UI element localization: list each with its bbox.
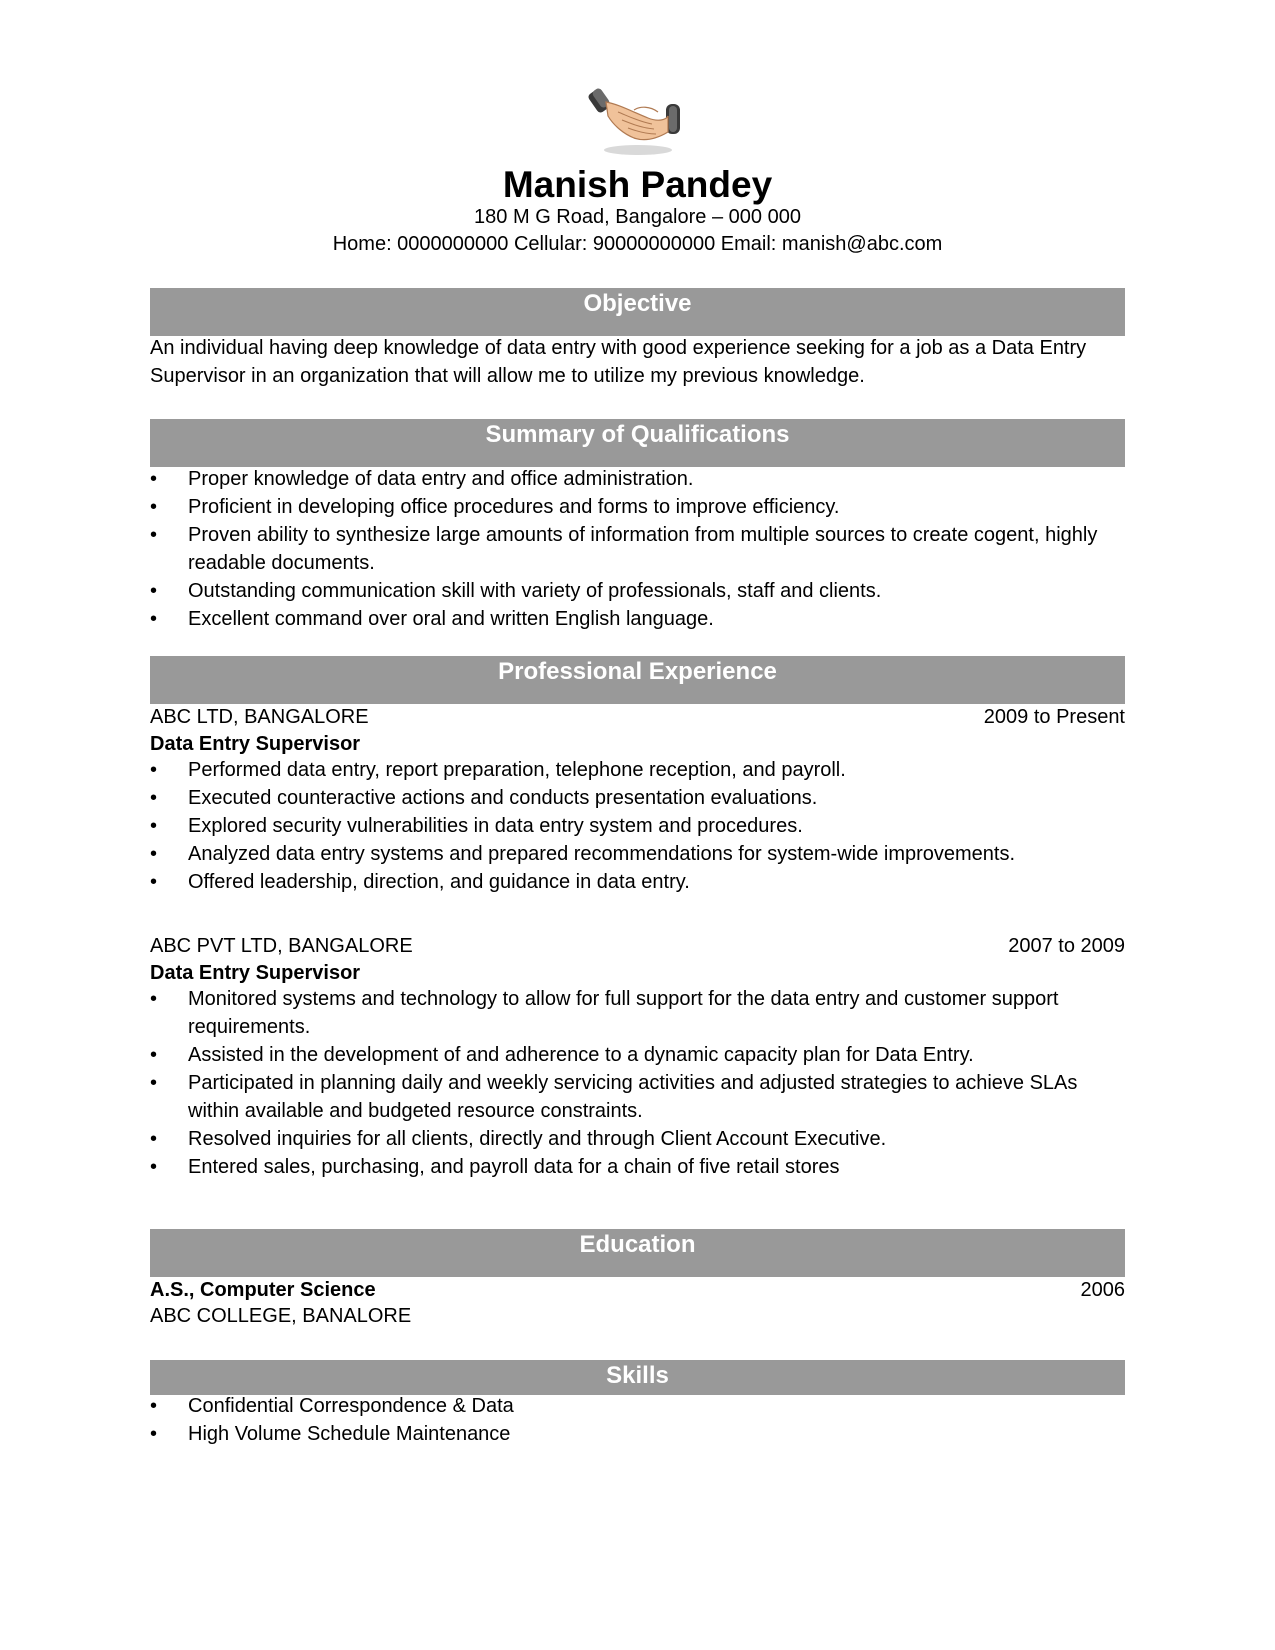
section-heading-experience: Professional Experience	[150, 656, 1125, 704]
graduation-year: 2006	[1080, 1279, 1125, 1301]
bullet-icon: •	[150, 787, 158, 809]
list-item: • Outstanding communication skill with variety of professionals, staff and clients.	[150, 577, 1125, 605]
job-title: Data Entry Supervisor	[150, 962, 361, 984]
list-item: • Assisted in the development of and adherence to a dynamic capacity plan for Data Entry.	[150, 1041, 1125, 1069]
section-heading-objective: Objective	[150, 288, 1125, 336]
bullet-icon: •	[150, 496, 158, 518]
bullet-icon: •	[150, 1423, 158, 1445]
list-item: • Proven ability to synthesize large amounts of information from multiple sources to create cogent, highly readable documents.	[150, 521, 1125, 577]
list-item: • Entered sales, purchasing, and payroll data for a chain of five retail stores	[150, 1153, 1125, 1181]
bullet-icon: •	[150, 1044, 158, 1066]
job-duties-list	[150, 756, 1125, 896]
list-item: • Resolved inquiries for all clients, directly and through Client Account Executive.	[150, 1125, 1125, 1153]
list-item: • Performed data entry, report preparation, telephone reception, and payroll.	[150, 756, 1125, 784]
company-name: ABC LTD, BANGALORE	[150, 706, 369, 728]
job-period: 2007 to 2009	[1008, 935, 1125, 957]
list-item: • Analyzed data entry systems and prepared recommendations for system-wide improvements.	[150, 840, 1125, 868]
bullet-icon: •	[150, 1128, 158, 1150]
bullet-icon: •	[150, 1395, 158, 1417]
bullet-icon: •	[150, 871, 158, 893]
handshake-icon	[588, 82, 688, 162]
degree-name: A.S., Computer Science	[150, 1279, 376, 1301]
section-heading-skills: Skills	[150, 1360, 1125, 1395]
list-item: • Proper knowledge of data entry and office administration.	[150, 465, 1125, 493]
bullet-icon: •	[150, 759, 158, 781]
job-header	[150, 703, 1125, 731]
school-name: ABC COLLEGE, BANALORE	[150, 1305, 412, 1327]
list-item: • Confidential Correspondence & Data	[150, 1392, 1125, 1420]
list-item: • Proficient in developing office procedures and forms to improve efficiency.	[150, 493, 1125, 521]
list-item: • Participated in planning daily and weekly servicing activities and adjusted strategies to achieve SLAs within available and budgeted resource constraints.	[150, 1069, 1125, 1125]
job-period: 2009 to Present	[983, 706, 1125, 728]
qualifications-list	[150, 465, 1125, 633]
job-header	[150, 932, 1125, 960]
skills-list	[150, 1392, 1125, 1448]
job-duties-list	[150, 985, 1125, 1181]
address-line: 180 M G Road, Bangalore – 000 000	[474, 206, 801, 228]
list-item: • Explored security vulnerabilities in data entry system and procedures.	[150, 812, 1125, 840]
contact-line: Home: 0000000000 Cellular: 90000000000 Email: manish@abc.com	[332, 233, 943, 255]
bullet-icon: •	[150, 815, 158, 837]
bullet-icon: •	[150, 524, 158, 546]
bullet-icon: •	[150, 580, 158, 602]
bullet-icon: •	[150, 1156, 158, 1178]
applicant-name: Manish Pandey	[502, 164, 773, 205]
list-item: • Executed counteractive actions and conducts presentation evaluations.	[150, 784, 1125, 812]
bullet-icon: •	[150, 988, 158, 1010]
section-heading-qualifications: Summary of Qualifications	[150, 419, 1125, 467]
list-item: • Monitored systems and technology to allow for full support for the data entry and customer support requirements.	[150, 985, 1125, 1041]
list-item: • Offered leadership, direction, and guidance in data entry.	[150, 868, 1125, 896]
job-title: Data Entry Supervisor	[150, 733, 361, 755]
bullet-icon: •	[150, 1072, 158, 1094]
company-name: ABC PVT LTD, BANGALORE	[150, 935, 413, 957]
bullet-icon: •	[150, 843, 158, 865]
objective-text: An individual having deep knowledge of data entry with good experience seeking for a job as a Data Entry Supervisor in an organization that will allow me to utilize my previous knowledge.	[150, 337, 1087, 387]
bullet-icon: •	[150, 468, 158, 490]
bullet-icon: •	[150, 608, 158, 630]
list-item: • Excellent command over oral and written English language.	[150, 605, 1125, 633]
list-item: • High Volume Schedule Maintenance	[150, 1420, 1125, 1448]
section-heading-education: Education	[150, 1229, 1125, 1277]
education-header	[150, 1276, 1125, 1304]
